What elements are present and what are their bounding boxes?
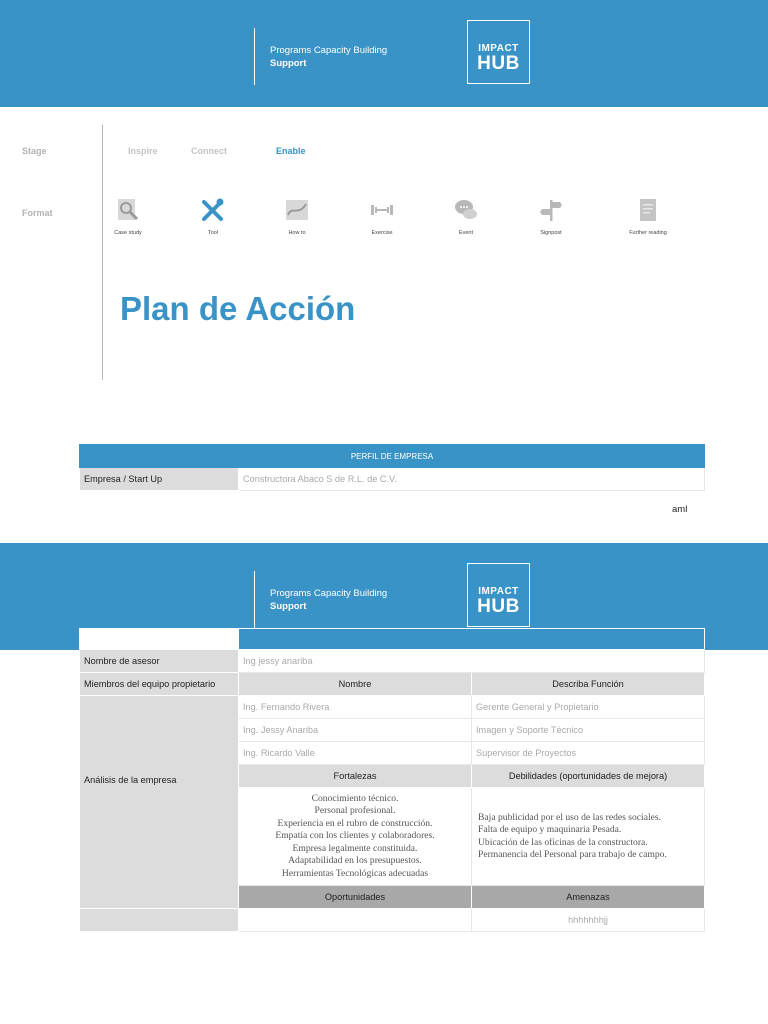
strength-item: Conocimiento técnico. xyxy=(311,792,399,804)
further-reading-icon xyxy=(634,196,662,224)
strength-item: Empatía con los clientes y colaboradores. xyxy=(275,830,435,842)
program-title: Programs Capacity Building xyxy=(270,45,388,56)
strength-item: Herramientas Tecnológicas adecuadas xyxy=(281,867,429,879)
strength-item: Personal profesional. xyxy=(314,805,396,817)
format-exercise[interactable] xyxy=(347,196,417,236)
format-how-to[interactable] xyxy=(262,196,332,236)
weakness-item: Ubicación de las oficinas de la constructora. xyxy=(478,836,648,848)
format-signpost-label: Signpost xyxy=(540,230,562,236)
event-icon xyxy=(452,196,480,224)
profile-table-header: PERFIL DE EMPRESA xyxy=(80,445,705,468)
member-name[interactable]: Ing. Ricardo Valle xyxy=(239,742,472,765)
strength-item: Adaptabilidad en los presupuestos. xyxy=(288,855,422,867)
advisor-label: Nombre de asesor xyxy=(80,650,239,673)
format-event[interactable] xyxy=(431,196,501,236)
program-title: Programs Capacity Building xyxy=(270,588,388,599)
threats-value[interactable]: hhhhhhhjj xyxy=(472,909,705,932)
col-function-header: Describa Función xyxy=(472,673,705,696)
weaknesses-header: Debilidades (oportunidades de mejora) xyxy=(472,765,705,788)
program-block xyxy=(270,44,387,70)
format-tool[interactable] xyxy=(178,196,248,236)
logo-line1: IMPACT xyxy=(478,43,519,54)
analysis-label: Análisis de la empresa xyxy=(80,696,239,909)
weakness-item: Baja publicidad por el uso de las redes sociales. xyxy=(478,811,662,823)
stage-enable[interactable]: Enable xyxy=(276,146,306,156)
member-function[interactable]: Gerente General y Propietario xyxy=(472,696,705,719)
format-exercise-label: Exercise xyxy=(371,230,393,236)
format-event-label: Event xyxy=(458,230,474,236)
footer-note: aml xyxy=(672,504,688,515)
col-name-header: Nombre xyxy=(239,673,472,696)
format-tool-label: Tool xyxy=(207,230,219,236)
signpost-icon xyxy=(537,196,565,224)
strength-item: Empresa legalmente constituida. xyxy=(292,842,418,854)
strengths-header: Fortalezas xyxy=(239,765,472,788)
program-subtitle: Support xyxy=(270,58,307,69)
member-function[interactable]: Imagen y Soporte Técnico xyxy=(472,719,705,742)
page-title: Plan de Acción xyxy=(120,290,356,327)
member-name[interactable]: Ing. Fernando Rivera xyxy=(239,696,472,719)
stage-connect[interactable]: Connect xyxy=(191,146,227,156)
weakness-item: Permanencia del Personal para trabajo de campo. xyxy=(478,849,667,860)
strengths-cell[interactable] xyxy=(239,788,472,886)
company-label: Empresa / Start Up xyxy=(80,468,239,491)
logo-line2: HUB xyxy=(477,53,520,74)
analysis-table xyxy=(79,628,705,932)
table-blue-band xyxy=(239,629,705,650)
impact-hub-logo xyxy=(467,563,530,627)
stage-label: Stage xyxy=(22,146,47,156)
opportunities-header: Oportunidades xyxy=(239,886,472,909)
logo-line1: IMPACT xyxy=(478,586,519,597)
how-to-icon xyxy=(283,196,311,224)
member-name[interactable]: Ing. Jessy Anariba xyxy=(239,719,472,742)
side-divider xyxy=(102,125,103,380)
format-signpost[interactable] xyxy=(516,196,586,236)
format-case-study[interactable] xyxy=(93,196,163,236)
analysis-label-continuation xyxy=(80,909,239,932)
header-divider xyxy=(254,28,255,85)
header-divider xyxy=(254,571,255,628)
member-function[interactable]: Supervisor de Proyectos xyxy=(472,742,705,765)
opportunities-value[interactable] xyxy=(239,909,472,932)
logo-line2: HUB xyxy=(477,596,520,617)
strength-item: Experiencia en el rubro de construcción. xyxy=(277,817,433,829)
stage-inspire[interactable]: Inspire xyxy=(128,146,158,156)
advisor-value[interactable]: Ing jessy anariba xyxy=(239,650,705,673)
program-block xyxy=(270,587,387,613)
team-label: Miembros del equipo propietario xyxy=(80,673,239,696)
weaknesses-cell[interactable] xyxy=(472,788,705,886)
format-case-study-label: Case study xyxy=(114,230,142,236)
tool-icon xyxy=(199,196,227,224)
company-value[interactable]: Constructora Abaco S de R.L. de C.V. xyxy=(239,468,705,491)
table-spacer xyxy=(80,629,239,650)
profile-table xyxy=(79,444,705,491)
exercise-icon xyxy=(368,196,396,224)
weakness-item: Falta de equipo y maquinaria Pesada. xyxy=(478,824,622,835)
format-further-reading[interactable] xyxy=(613,196,683,236)
format-how-to-label: How to xyxy=(288,230,306,236)
impact-hub-logo xyxy=(467,20,530,84)
case-study-icon xyxy=(114,196,142,224)
threats-header: Amenazas xyxy=(472,886,705,909)
format-further-reading-label: Further reading xyxy=(629,230,667,236)
format-label: Format xyxy=(22,208,53,218)
header-banner xyxy=(0,0,768,107)
program-subtitle: Support xyxy=(270,601,307,612)
